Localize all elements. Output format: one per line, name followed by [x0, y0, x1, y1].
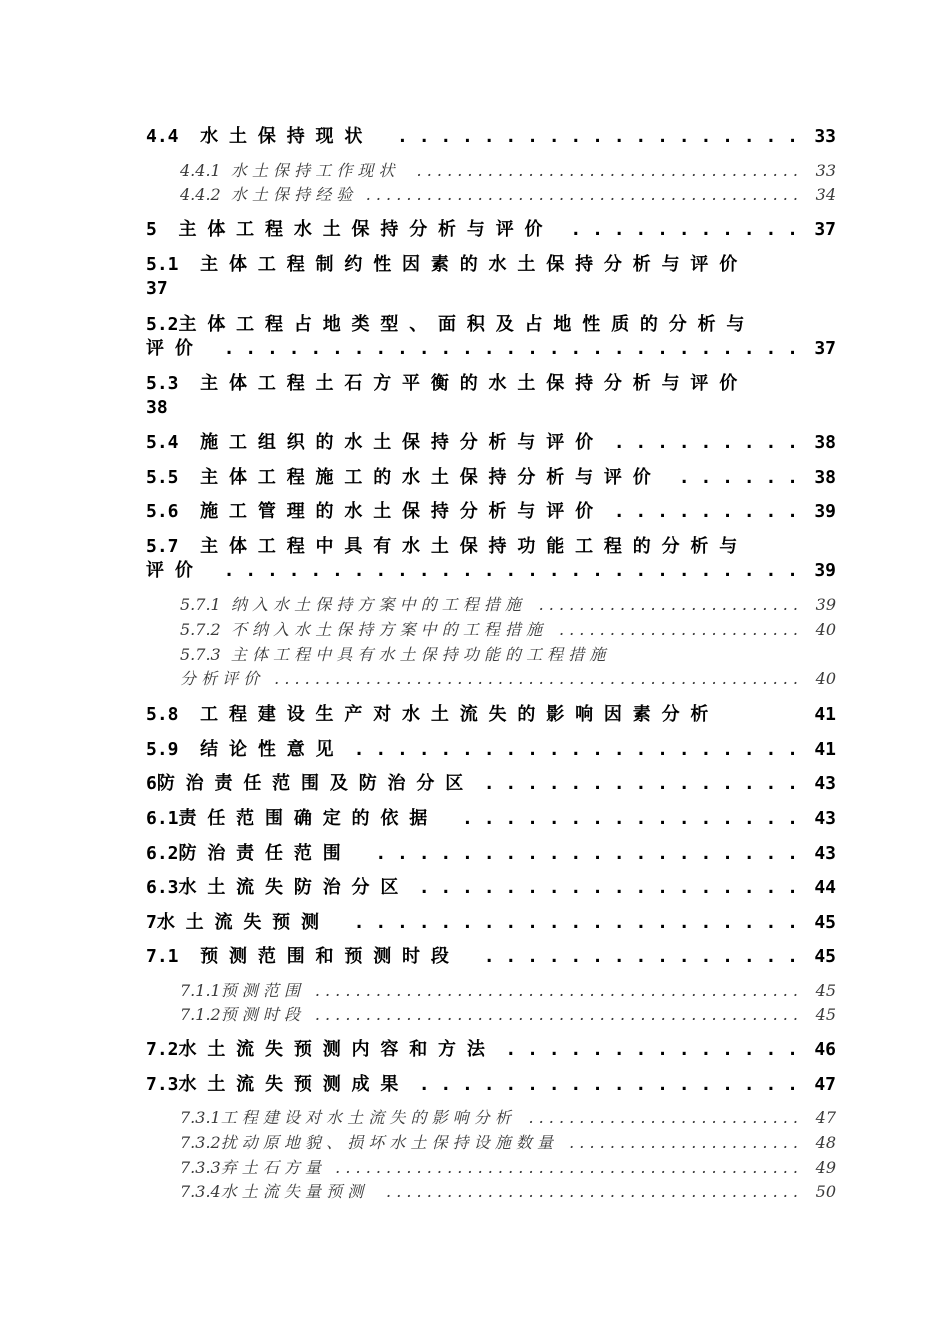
toc-entry-title: 5.1 主 体 工 程 制 约 性 因 素 的 水 土 保 持 分 析 与 评 价 — [146, 254, 738, 275]
toc-leader-dots: . . . . . . . . . . . . . . . . . . . . . . . — [564, 1133, 798, 1152]
toc-leader-dots: . . . . . . . . . . . . . . . . . . — [407, 1074, 798, 1095]
toc-page-number: 50 — [815, 1182, 836, 1201]
toc-entry-title: 5.7.2 不 纳 入 水 土 保 持 方 案 中 的 工 程 措 施 — [180, 620, 543, 639]
toc-entry-title: 5.6 施 工 管 理 的 水 土 保 持 分 析 与 评 价 — [146, 501, 594, 522]
toc-entry-title: 5.9 结 论 性 意 见 — [146, 739, 334, 760]
toc-entry-title: 7.3水 土 流 失 预 测 成 果 — [146, 1074, 399, 1095]
toc-entry-title: 4.4.2 水 土 保 持 经 验 — [180, 185, 353, 204]
toc-entry-title: 5.7.3 主 体 工 程 中 具 有 水 土 保 持 功 能 的 工 程 措 施 — [180, 645, 606, 664]
toc-leader-dots: . . . . . . . . . . . . . . . . . . . . . . . . . . . . . . . . . . . . . . — [411, 161, 798, 180]
toc-page-number: 39 — [814, 501, 836, 522]
toc-leader-dots: . . . . . . . . . — [602, 501, 798, 522]
toc-page-number: 38 — [146, 397, 168, 418]
toc-entry-title: 5.4 施 工 组 织 的 水 土 保 持 分 析 与 评 价 — [146, 432, 594, 453]
toc-leader-dots: . . . . . . . . . — [602, 432, 798, 453]
toc-page-number: 38 — [814, 432, 836, 453]
toc-entry-title: 7.2水 土 流 失 预 测 内 容 和 方 法 — [146, 1039, 485, 1060]
toc-page-number: 43 — [814, 808, 836, 829]
toc-entry-title: 5.7.1 纳 入 水 土 保 持 方 案 中 的 工 程 措 施 — [180, 595, 522, 614]
toc-entry-title: 6.2防 治 责 任 范 围 — [146, 843, 341, 864]
toc-page-number: 37 — [814, 338, 836, 359]
toc-entry-title: 5.7 主 体 工 程 中 具 有 水 土 保 持 功 能 工 程 的 分 析 与 — [146, 536, 738, 557]
toc-entry-title: 6.3水 土 流 失 防 治 分 区 — [146, 877, 399, 898]
toc-page-number: 41 — [814, 704, 836, 725]
toc-page-number: 45 — [814, 946, 836, 967]
toc-page-number: 39 — [814, 560, 836, 581]
toc-page-number: 45 — [815, 1005, 836, 1024]
toc-leader-dots: . . . . . . . . . . . . . . . . . . . . . . . . . . . — [212, 338, 798, 359]
toc-entry-title-continued: 评 价 — [146, 338, 193, 359]
toc-entry-title: 6.1责 任 范 围 确 定 的 依 据 — [146, 808, 428, 829]
toc-page-number: 47 — [814, 1074, 836, 1095]
toc-page-number: 37 — [146, 278, 168, 299]
toc-leader-dots: . . . . . . . . . . . . . . . . . . . . . — [342, 912, 798, 933]
toc-page-number: 40 — [815, 620, 836, 639]
toc-leader-dots: . . . . . . . . . . . . . . . . . . . . . . . . . . . . . . . . . . . . . . . . . . . . . . — [330, 1158, 798, 1177]
toc-leader-dots: . . . . . . . . . . . . . . . . . . . . . . . . . . . . . . . . . . . . . . . . . . . . . . . . — [309, 1005, 798, 1024]
toc-entry-title: 7.1.2预 测 时 段 — [180, 1005, 300, 1024]
toc-page-number: 34 — [815, 185, 836, 204]
toc-page-number: 40 — [815, 669, 836, 688]
toc-leader-dots: . . . . . . . . . . . . . . . — [472, 946, 798, 967]
toc-page-number: 33 — [815, 161, 836, 180]
toc-leader-dots: . . . . . . . . . . . . . . . . . . — [407, 877, 798, 898]
toc-leader-dots: . . . . . . — [667, 467, 798, 488]
toc-entry-title-continued: 分 析 评 价 — [180, 669, 260, 688]
toc-page-number: 44 — [814, 877, 836, 898]
toc-leader-dots: . . . . . . . . . . . — [559, 219, 798, 240]
toc-page-number: 49 — [815, 1158, 836, 1177]
toc-leader-dots: . . . . . . . . . . . . . . . . . . . . . . . . . . . — [212, 560, 798, 581]
toc-entry-title: 7.3.1工 程 建 设 对 水 土 流 失 的 影 响 分 析 — [180, 1108, 511, 1127]
toc-leader-dots: . . . . . . . . . . . . . . . — [472, 773, 798, 794]
toc-leader-dots: . . . . . . . . . . . . . . . . . . . . . . . . . . . — [523, 1108, 798, 1127]
toc-page-number: 46 — [814, 1039, 836, 1060]
toc-entry-title: 4.4.1 水 土 保 持 工 作 现 状 — [180, 161, 395, 180]
toc-entry-title: 6防 治 责 任 范 围 及 防 治 分 区 — [146, 773, 464, 794]
toc-page-number: 37 — [814, 219, 836, 240]
toc-entry-title: 7水 土 流 失 预 测 — [146, 912, 320, 933]
toc-entry-title: 7.1 预 测 范 围 和 预 测 时 段 — [146, 946, 449, 967]
toc-page-number: 43 — [814, 773, 836, 794]
toc-leader-dots: . . . . . . . . . . . . . . . . . . . . . . . . . . — [533, 595, 798, 614]
toc-page-number: 48 — [815, 1133, 836, 1152]
toc-leader-dots: . . . . . . . . . . . . . . . . . . . . . . . . — [553, 620, 798, 639]
toc-entry-title: 7.3.3弃 土 石 方 量 — [180, 1158, 322, 1177]
toc-page-number: 41 — [814, 739, 836, 760]
toc-entry-title: 7.3.2扰 动 原 地 貌 、 损 坏 水 土 保 持 设 施 数 量 — [180, 1133, 554, 1152]
toc-page-number: 47 — [815, 1108, 836, 1127]
toc-page-number: 45 — [815, 981, 836, 1000]
toc-page-number: 33 — [814, 126, 836, 147]
toc-leader-dots: . . . . . . . . . . . . . . . . — [451, 808, 798, 829]
toc-leader-dots: . . . . . . . . . . . . . . . . . . . . . — [342, 739, 798, 760]
toc-leader-dots: . . . . . . . . . . . . . . . . . . . . . . . . . . . . . . . . . . . . . . . . . . . . . . . . . . . . — [269, 669, 798, 688]
toc-entry-title: 7.3.4水 土 流 失 量 预 测 — [180, 1182, 364, 1201]
toc-entry-title-continued: 评 价 — [146, 560, 193, 581]
toc-entry-title: 5.3 主 体 工 程 土 石 方 平 衡 的 水 土 保 持 分 析 与 评 价 — [146, 373, 738, 394]
toc-leader-dots: . . . . . . . . . . . . . . — [494, 1039, 798, 1060]
toc-leader-dots: . . . . . . . . . . . . . . . . . . . — [386, 126, 798, 147]
toc-entry-title: 7.1.1预 测 范 围 — [180, 981, 300, 1000]
toc-entry-title: 5 主 体 工 程 水 土 保 持 分 析 与 评 价 — [146, 219, 543, 240]
toc-entry-title: 5.8 工 程 建 设 生 产 对 水 土 流 失 的 影 响 因 素 分 析 — [146, 704, 709, 725]
toc-leader-dots: . . . . . . . . . . . . . . . . . . . . . . . . . . . . . . . . . . . . . . . . . — [380, 1182, 798, 1201]
toc-page-number: 45 — [814, 912, 836, 933]
toc-leader-dots: . . . . . . . . . . . . . . . . . . . . — [364, 843, 798, 864]
toc-page-number: 43 — [814, 843, 836, 864]
toc-entry-title: 5.5 主 体 工 程 施 工 的 水 土 保 持 分 析 与 评 价 — [146, 467, 651, 488]
toc-leader-dots: . . . . . . . . . . . . . . . . . . . . . . . . . . . . . . . . . . . . . . . . . . . . . . . . — [309, 981, 798, 1000]
toc-page-number: 38 — [814, 467, 836, 488]
toc-entry-title: 5.2主 体 工 程 占 地 类 型 、 面 积 及 占 地 性 质 的 分 析 与 — [146, 314, 745, 335]
toc-entry-title: 4.4 水 土 保 持 现 状 — [146, 126, 363, 147]
toc-page-number: 39 — [815, 595, 836, 614]
toc-leader-dots: . . . . . . . . . . . . . . . . . . . . . . . . . . . . . . . . . . . . . . . . . . . — [360, 185, 798, 204]
